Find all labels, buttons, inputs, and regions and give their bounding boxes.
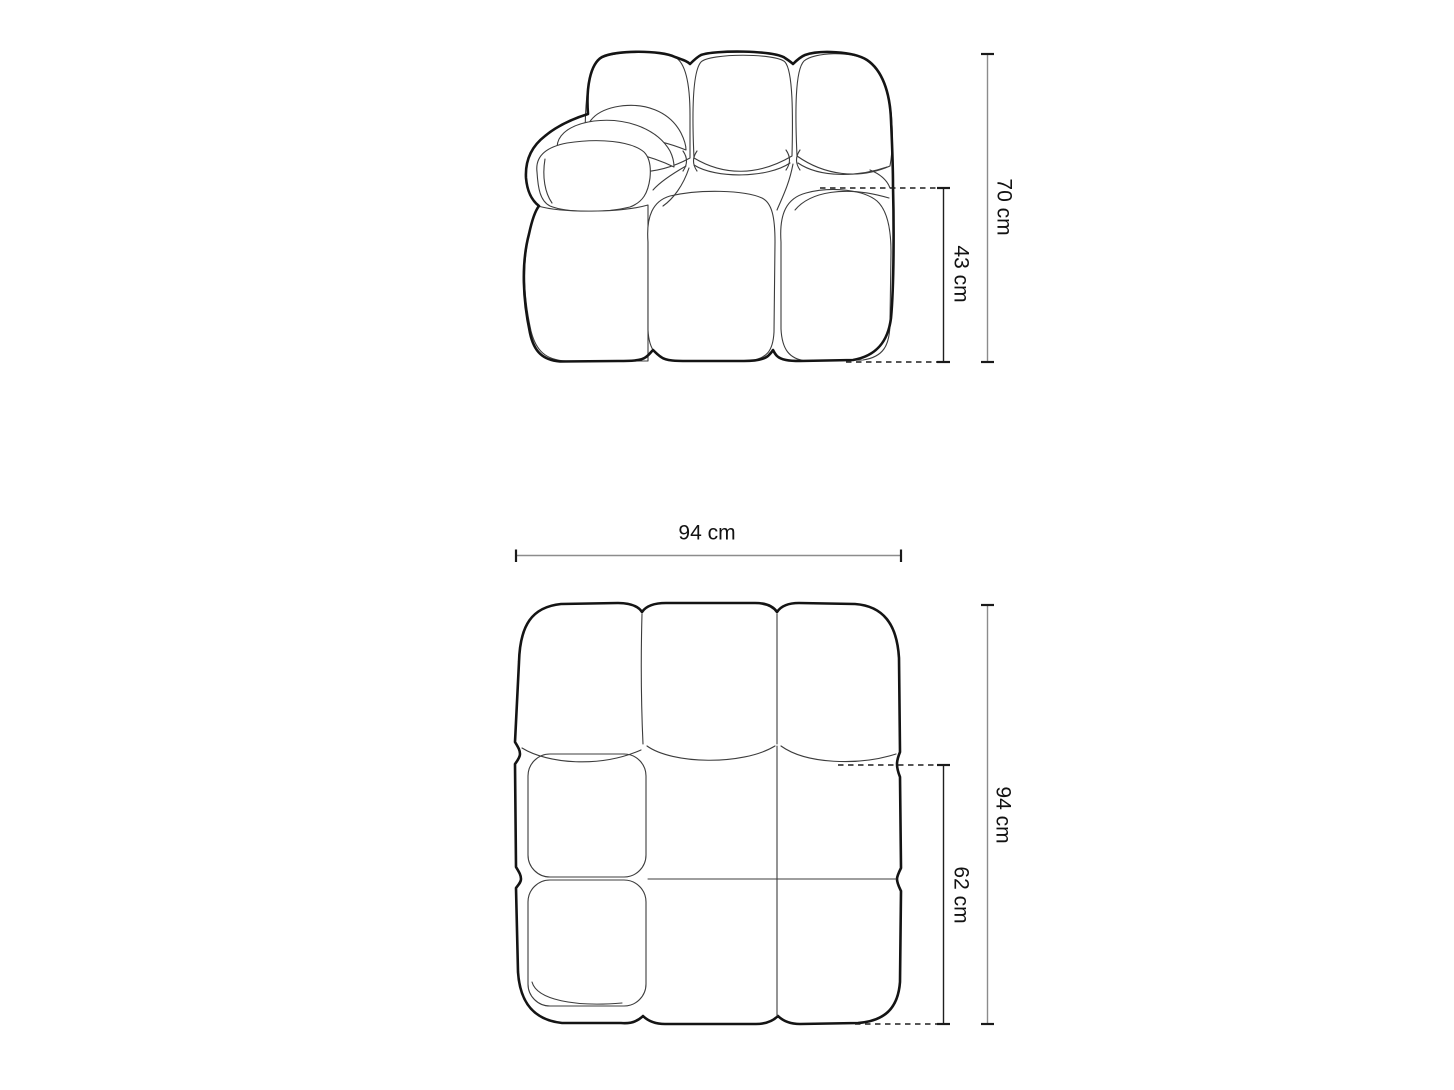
top-total-width-label: 94 cm <box>678 521 736 545</box>
front-sofa-shapes <box>525 52 893 361</box>
seat-cushion-left <box>648 191 775 361</box>
top-view-drawing <box>515 550 994 1025</box>
top-sofa-silhouette <box>515 603 901 1024</box>
armrest-front-cushion <box>537 141 651 212</box>
back-cushion-middle <box>693 55 793 171</box>
front-view-drawing <box>524 52 994 362</box>
base-left-section <box>525 205 648 361</box>
front-total-height-label: 70 cm <box>992 178 1016 236</box>
back-right-edge-fold <box>870 170 890 188</box>
front-seat-height-label: 43 cm <box>949 245 973 303</box>
front-dimension-ticks <box>937 54 994 362</box>
top-total-depth-label: 94 cm <box>991 786 1015 844</box>
seat-cushion-right <box>781 190 891 361</box>
top-seat-depth-label: 62 cm <box>949 866 973 924</box>
